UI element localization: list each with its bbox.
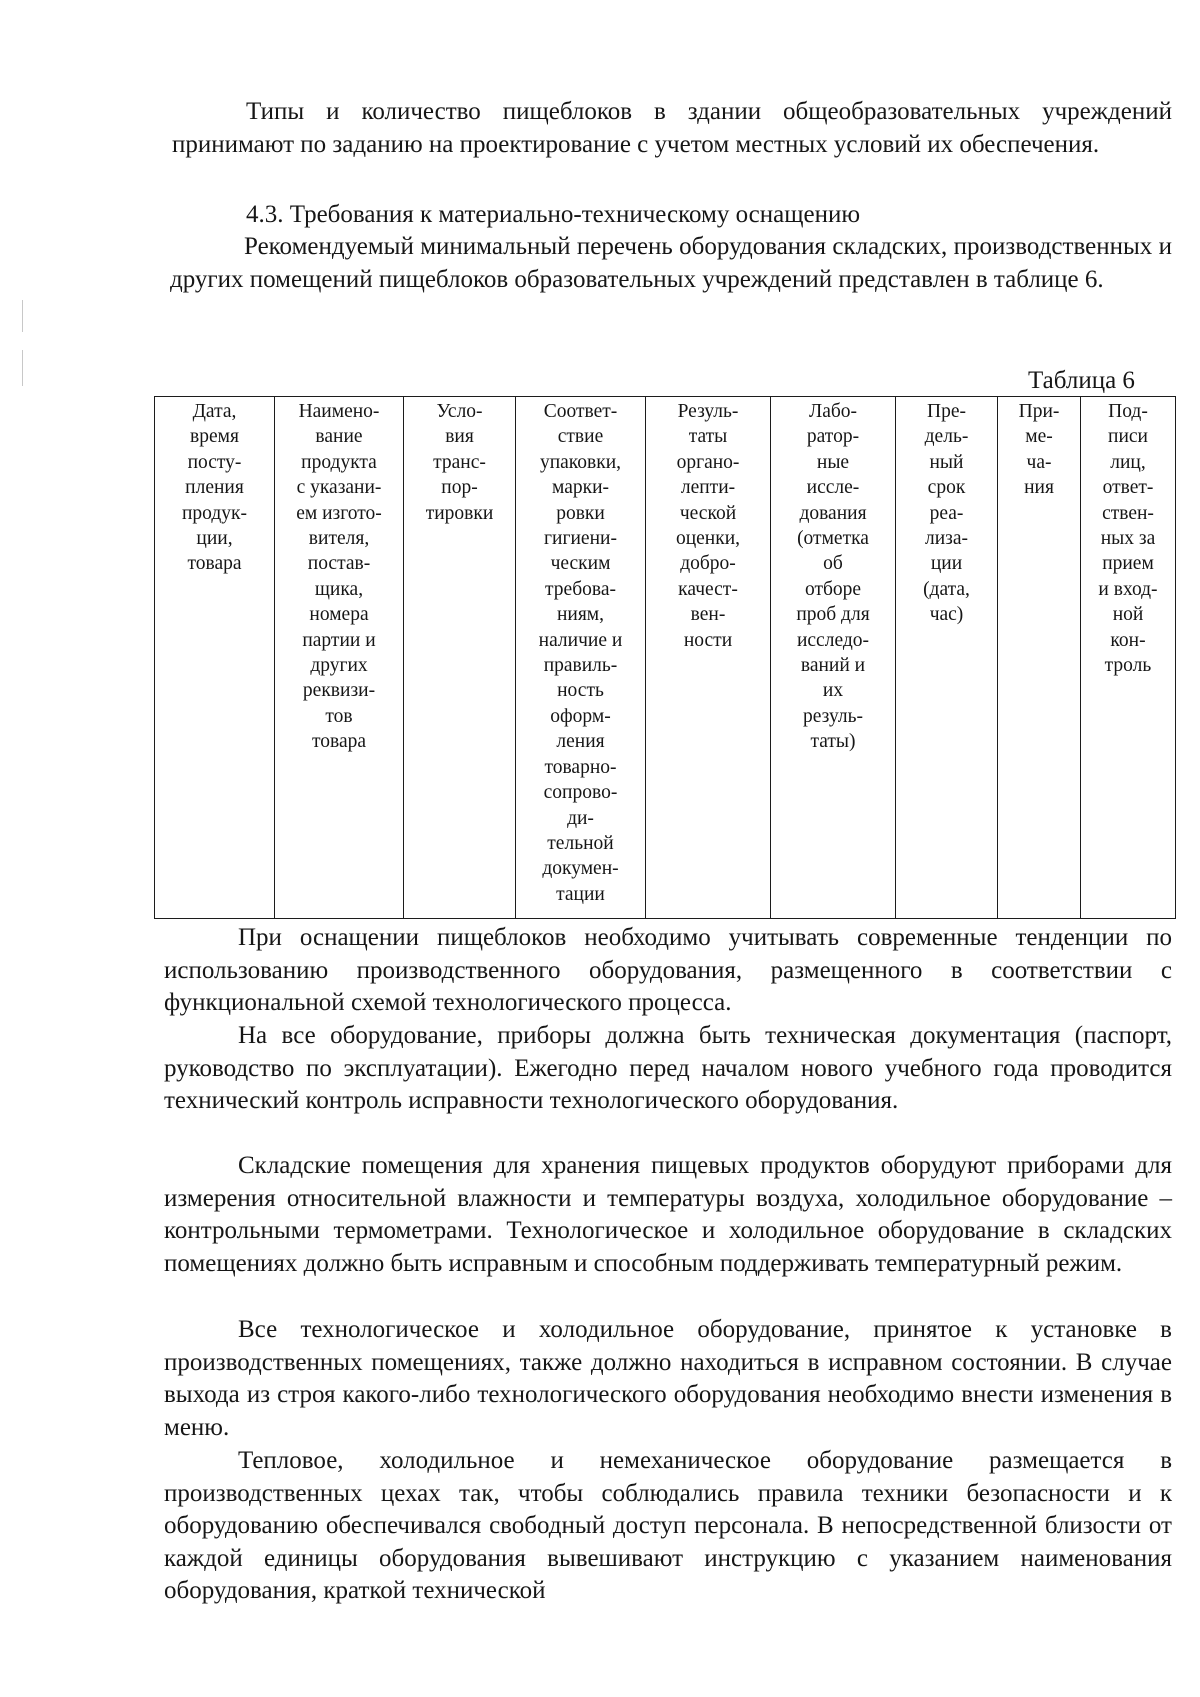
header-lab-tests: Лабо- ратор- ные иссле- дования (отметка об отборе проб для исследо- ваний и их резуль- таты) [771, 397, 896, 919]
header-arrival-date: Дата, время посту- пления продук- ции, товара [155, 397, 275, 919]
header-transport-conditions: Усло- вия транс- пор- тировки [404, 397, 516, 919]
scan-edge-mark [22, 300, 23, 332]
paragraph-equipment-placement: Тепловое, холодильное и немеханическое оборудование размещается в производственных цехах так, чтобы соблюдались правила техники безопасности и к оборудованию обеспечивался свободный доступ персонала. В непосредственной близости от каждой единицы оборудования вывешивают инструкцию с указанием наименования оборудования, краткой технической [164, 1447, 1172, 1604]
table-caption: Таблица 6 [1028, 367, 1135, 394]
table-header-row [155, 397, 1176, 919]
header-notes: При- ме- ча- ния [998, 397, 1081, 919]
header-signatures: Под- писи лиц, ответ- ствен- ных за прием и вход- ной кон- троль [1081, 397, 1176, 919]
paragraph-pisheblok-types: Типы и количество пищеблоков в здании общеобразовательных учреждений принимают по заданию на проектирование с учетом местных условий их обеспечения. [172, 98, 1172, 158]
paragraph-technical-documentation: На все оборудование, приборы должна быть техническая документация (паспорт, руководство по эксплуатации). Ежегодно перед началом нового учебного года проводится технический контроль исправности технологического оборудования. [164, 1022, 1172, 1114]
header-product-name: Наимено- вание продукта с указани- ем изгото- вителя, постав- щика, номера партии и других реквизи- тов товара [275, 397, 404, 919]
paragraph-equipment-list-intro: Рекомендуемый минимальный перечень оборудования складских, производственных и других помещений пищеблоков образовательных учреждений представлен в таблице 6. [170, 233, 1172, 293]
paragraph-storage-rooms: Складские помещения для хранения пищевых продуктов оборудуют приборами для измерения относительной влажности и температуры воздуха, холодильное оборудование – контрольными термометрами. Технологическое и холодильное оборудование в складских помещениях должно быть исправным и способным поддерживать температурный режим. [164, 1152, 1172, 1277]
header-shelf-life: Пре- дель- ный срок реа- лиза- ции (дата, час) [896, 397, 998, 919]
scan-edge-mark [22, 350, 23, 386]
header-organoleptic-results: Резуль- таты органо- лепти- ческой оценки, добро- качест- вен- ности [646, 397, 771, 919]
section-heading-4-3: 4.3. Требования к материально-техническому оснащению [246, 201, 861, 228]
incoming-control-table [154, 396, 1176, 919]
header-packaging-compliance: Соответ- ствие упаковки, марки- ровки гигиени- ческим требова- ниям, наличие и правиль- ность оформ- ления товарно- сопрово- ди- тельной докумен- тации [516, 397, 646, 919]
paragraph-equipment-trends: При оснащении пищеблоков необходимо учитывать современные тенденции по использованию производственного оборудования, размещенного в соответствии с функциональной схемой технологического процесса. [164, 924, 1172, 1016]
paragraph-equipment-condition: Все технологическое и холодильное оборудование, принятое к установке в производственных помещениях, также должно находиться в исправном состоянии. В случае выхода из строя какого-либо технологического оборудования необходимо внести изменения в меню. [164, 1316, 1172, 1441]
